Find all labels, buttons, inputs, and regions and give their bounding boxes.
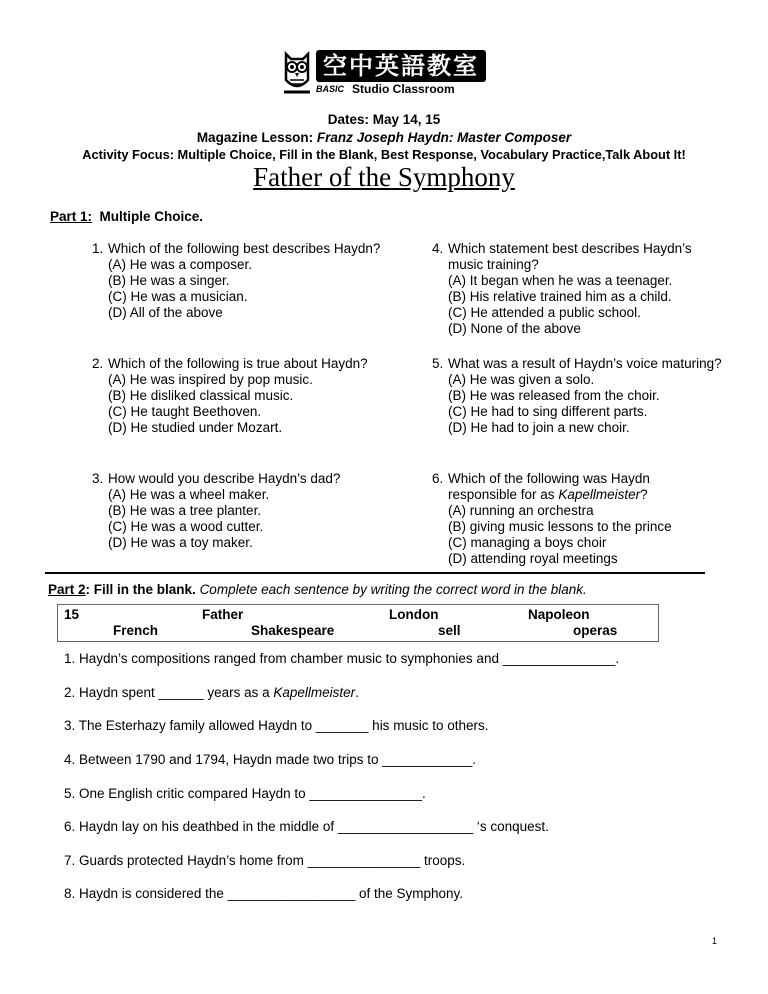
sentence-5: 5. One English critic compared Haydn to _______________. xyxy=(64,786,426,801)
option-b: (B) His relative trained him as a child. xyxy=(448,289,672,304)
word-15: 15 xyxy=(64,607,80,622)
question-stem: Which of the following was Haydn responsible for as Kapellmeister? xyxy=(448,471,650,502)
question-5: 5. What was a result of Haydn’s voice maturing? (A) He was given a solo. (B) He was released from the choir. (C) He had to sing different parts. (D) He had to join a new choir. xyxy=(432,356,722,435)
question-6: 6. Which of the following was Haydn responsible for as Kapellmeister? (A) running an orchestra (B) giving music lessons to the prince (C) managing a boys choir (D) attending royal meetings xyxy=(432,471,722,567)
lesson-label: Magazine Lesson: xyxy=(196,130,314,145)
option-d: (D) He studied under Mozart. xyxy=(108,420,283,435)
question-2: 2. Which of the following is true about Haydn? (A) He was inspired by pop music. (B) He disliked classical music. (C) He taught Beethoven. (D) He studied under Mozart. xyxy=(92,356,382,436)
option-c: (C) He had to sing different parts. xyxy=(448,404,648,419)
kapellmeister-term: Kapellmeister xyxy=(273,685,356,700)
dates-value: May 14, 15 xyxy=(372,112,441,127)
option-c: (C) He taught Beethoven. xyxy=(108,404,262,419)
option-a: (A) He was a wheel maker. xyxy=(108,487,270,502)
part2-title: : Fill in the blank. xyxy=(85,582,196,597)
option-b: (B) He disliked classical music. xyxy=(108,388,294,403)
lesson-title: Franz Joseph Haydn: Master Composer xyxy=(316,130,572,145)
option-d: (D) He had to join a new choir. xyxy=(448,420,630,435)
part2-label: Part 2 xyxy=(48,582,86,597)
option-a: (A) running an orchestra xyxy=(448,503,594,518)
option-d: (D) attending royal meetings xyxy=(448,551,618,566)
part2-heading xyxy=(48,582,587,597)
dates-label: Dates: xyxy=(327,112,369,127)
sentence-6: 6. Haydn lay on his deathbed in the middle of __________________ ‘s conquest. xyxy=(64,819,549,834)
option-c: (C) He was a musician. xyxy=(108,289,248,304)
studio-classroom-logo xyxy=(282,50,487,98)
option-a: (A) He was inspired by pop music. xyxy=(108,372,313,387)
option-c: (C) He attended a public school. xyxy=(448,305,641,320)
option-d: (D) None of the above xyxy=(448,321,581,336)
sentence-4: 4. Between 1790 and 1794, Haydn made two trips to ____________. xyxy=(64,752,477,767)
word-london: London xyxy=(389,607,439,622)
option-b: (B) giving music lessons to the prince xyxy=(448,519,672,534)
option-a: (A) He was a composer. xyxy=(108,257,253,272)
sentence-7: 7. Guards protected Haydn’s home from _______________ troops. xyxy=(64,853,466,868)
option-b: (B) He was a singer. xyxy=(108,273,230,288)
dates-line xyxy=(0,111,768,129)
part1-label: Part 1: xyxy=(50,209,93,224)
question-1: 1. Which of the following best describes Haydn? (A) He was a composer. (B) He was a singer. (C) He was a musician. (D) All of the above xyxy=(92,241,381,320)
logo-basic-label: BASIC xyxy=(316,84,345,94)
word-shakespeare: Shakespeare xyxy=(251,623,335,638)
word-french: French xyxy=(113,623,159,638)
kapellmeister-term: Kapellmeister xyxy=(558,487,641,502)
page-title: Father of the Symphony xyxy=(253,162,515,192)
question-stem: Which of the following best describes Haydn? xyxy=(108,241,381,256)
part2-instruction: Complete each sentence by writing the correct word in the blank. xyxy=(199,582,587,597)
word-sell: sell xyxy=(438,623,461,638)
option-d: (D) All of the above xyxy=(108,305,223,320)
sentence-2: 2. Haydn spent ______ years as a Kapellmeister. xyxy=(64,685,359,700)
option-a: (A) He was given a solo. xyxy=(448,372,595,387)
part1-heading xyxy=(50,209,203,224)
sentence-1: 1. Haydn’s compositions ranged from chamber music to symphonies and _______________. xyxy=(64,651,620,666)
question-3: 3. How would you describe Haydn’s dad? (A) He was a wheel maker. (B) He was a tree planter. (C) He was a wood cutter. (D) He was a toy maker. xyxy=(92,471,382,551)
option-b: (B) He was released from the choir. xyxy=(448,388,660,403)
part1-title: Multiple Choice. xyxy=(99,209,204,224)
option-d: (D) He was a toy maker. xyxy=(108,535,253,550)
logo-chinese-text: 空中英語教室 xyxy=(316,50,486,82)
word-father: Father xyxy=(202,607,244,622)
option-c: (C) managing a boys choir xyxy=(448,535,607,550)
question-stem: Which of the following is true about Haydn? xyxy=(108,356,368,371)
sentence-3: 3. The Esterhazy family allowed Haydn to _______ his music to others. xyxy=(64,718,489,733)
section-divider xyxy=(45,572,705,574)
owl-icon xyxy=(282,50,312,96)
activity-focus: Activity Focus: Multiple Choice, Fill in the Blank, Best Response, Vocabulary Practice,Talk About It! xyxy=(82,147,686,162)
sentence-8: 8. Haydn is considered the _________________ of the Symphony. xyxy=(64,886,464,901)
word-operas: operas xyxy=(573,623,618,638)
question-stem: Which statement best describes Haydn’s music training? xyxy=(448,241,692,272)
word-bank xyxy=(57,604,659,642)
option-c: (C) He was a wood cutter. xyxy=(108,519,264,534)
option-b: (B) He was a tree planter. xyxy=(108,503,262,518)
question-4: 4. Which statement best describes Haydn’s music training? (A) It began when he was a teenager. (B) His relative trained him as a child. (C) He attended a public school. (D) None of the above xyxy=(432,241,722,337)
option-a: (A) It began when he was a teenager. xyxy=(448,273,673,288)
question-stem: How would you describe Haydn’s dad? xyxy=(108,471,341,486)
word-napoleon: Napoleon xyxy=(528,607,590,622)
page-number: 1 xyxy=(712,936,718,946)
question-stem: What was a result of Haydn’s voice maturing? xyxy=(448,356,722,371)
lesson-line xyxy=(0,129,768,147)
logo-studio-label: Studio Classroom xyxy=(352,82,455,96)
